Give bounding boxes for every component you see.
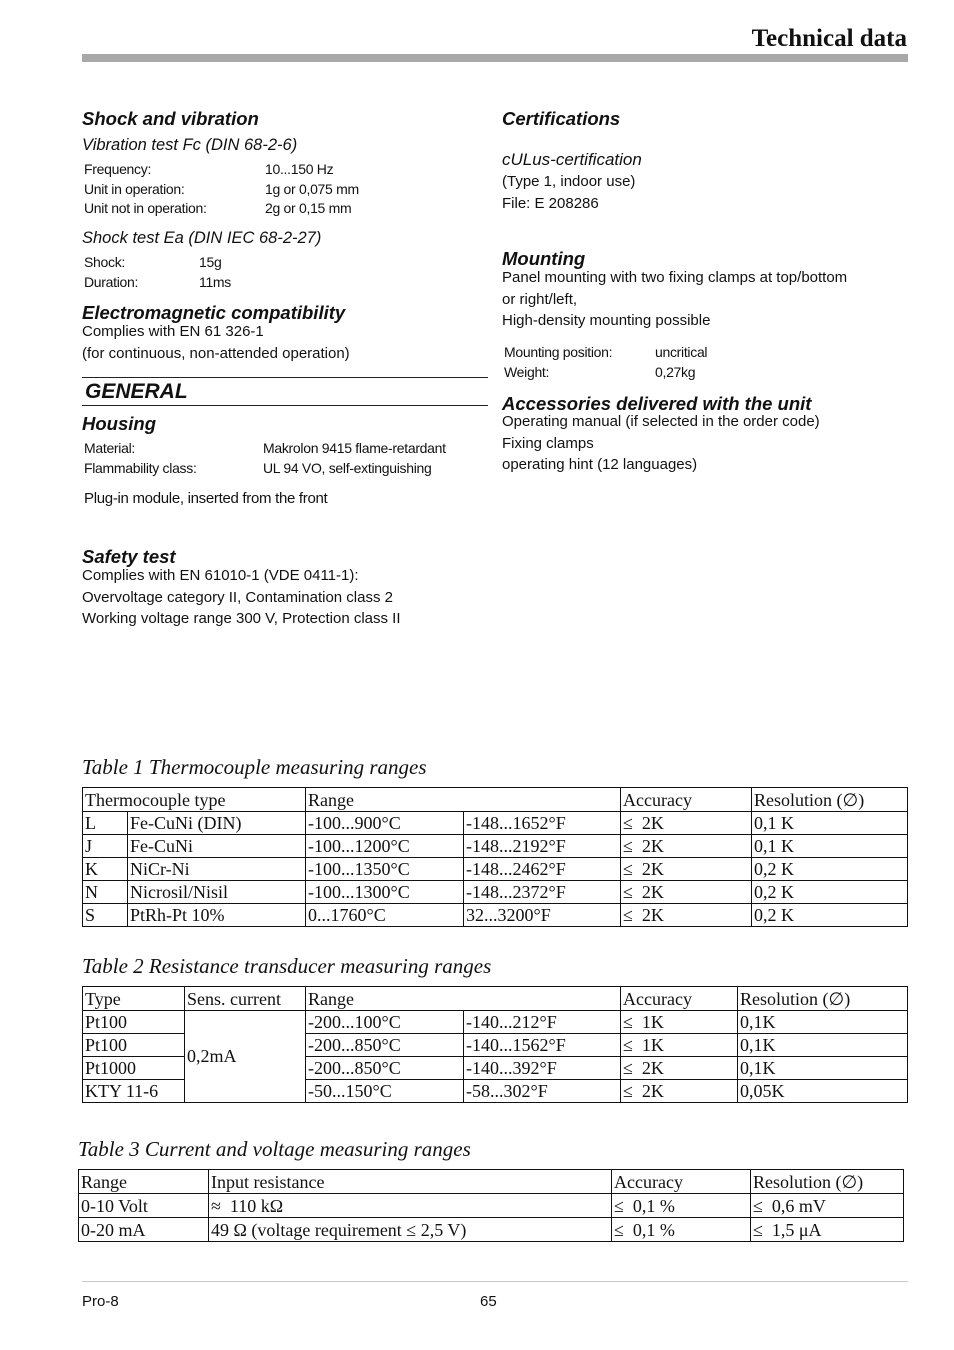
spec-label: Weight: — [504, 364, 550, 380]
table-cell: 0,2 K — [752, 881, 908, 904]
table-row — [79, 1194, 904, 1218]
table-cell: ≤ 1,5 μA — [751, 1218, 904, 1242]
shock-test-title: Shock test Ea (DIN IEC 68-2-27) — [82, 229, 322, 247]
table-cell: Pt1000 — [83, 1057, 185, 1080]
table-cell: -200...850°C — [306, 1057, 464, 1080]
table-cell: 0,1 K — [752, 835, 908, 858]
table-cell: 0,1K — [738, 1034, 908, 1057]
spec-row — [84, 253, 231, 273]
housing-specs — [84, 439, 446, 478]
table-cell: ≤ 2K — [621, 904, 752, 927]
table-cell: 32...3200°F — [464, 904, 621, 927]
emc-text — [82, 321, 350, 364]
column-header: Range — [306, 788, 621, 812]
table-cell: 0,1K — [738, 1011, 908, 1034]
sens-current-cell: 0,2mA — [185, 1011, 306, 1103]
text-line: operating hint (12 languages) — [502, 456, 698, 473]
text-line: File: E 208286 — [502, 195, 599, 212]
table-row — [79, 1218, 904, 1242]
spec-label: Frequency: — [84, 161, 152, 177]
table-cell: 0-10 Volt — [79, 1194, 209, 1218]
column-header: Resolution (∅) — [751, 1170, 904, 1194]
table-cell: ≤ 2K — [621, 835, 752, 858]
text-line: Complies with EN 61 326-1 — [82, 323, 264, 340]
spec-row — [84, 439, 446, 459]
column-header: Accuracy — [621, 788, 752, 812]
vibration-test-specs — [84, 160, 359, 219]
culus-subheading: cULus-certification — [502, 150, 642, 169]
column-header: Range — [306, 987, 621, 1011]
table-cell: -100...1300°C — [306, 881, 464, 904]
column-header: Type — [83, 987, 185, 1011]
table-cell: 0,1 K — [752, 812, 908, 835]
table1-caption: Table 1 Thermocouple measuring ranges — [82, 755, 427, 779]
spec-label: Flammability class: — [84, 459, 197, 476]
footer-rule — [82, 1281, 908, 1282]
spec-row — [504, 342, 707, 362]
table-header-row — [79, 1170, 904, 1194]
spec-value: 11ms — [199, 273, 231, 290]
safety-test-heading: Safety test — [82, 546, 176, 567]
column-header: Accuracy — [621, 987, 738, 1011]
shock-vibration-heading: Shock and vibration — [82, 108, 259, 129]
spec-value: 10...150 Hz — [265, 161, 334, 177]
spec-label: Unit not in operation: — [84, 200, 207, 216]
emc-heading: Electromagnetic compatibility — [82, 302, 346, 323]
table-cell: ≤ 2K — [621, 812, 752, 835]
vibration-test-title: Vibration test Fc (DIN 68-2-6) — [82, 136, 298, 154]
table-cell: K — [83, 858, 128, 881]
table-row — [83, 812, 908, 835]
table-cell: 0,2 K — [752, 904, 908, 927]
table-cell: -100...900°C — [306, 812, 464, 835]
table-cell: L — [83, 812, 128, 835]
text-line: (Type 1, indoor use) — [502, 173, 636, 190]
table-cell: S — [83, 904, 128, 927]
header-rule — [82, 54, 908, 62]
table-cell: ≤ 0,6 mV — [751, 1194, 904, 1218]
housing-heading: Housing — [82, 413, 156, 434]
housing-note: Plug-in module, inserted from the front — [84, 490, 328, 507]
table-cell: KTY 11-6 — [83, 1080, 185, 1103]
general-heading: GENERAL — [85, 380, 188, 403]
table-row — [83, 904, 908, 927]
table-cell: -148...2192°F — [464, 835, 621, 858]
table-row — [83, 881, 908, 904]
certifications-heading: Certifications — [502, 108, 621, 129]
spec-value: Makrolon 9415 flame-retardant — [263, 440, 446, 456]
spec-value: uncritical — [655, 344, 708, 360]
text-line: Panel mounting with two fixing clamps at top/bottom — [502, 269, 848, 286]
table-cell: 49 Ω (voltage requirement ≤ 2,5 V) — [209, 1218, 612, 1242]
spec-label: Duration: — [84, 273, 139, 290]
spec-value: UL 94 VO, self-extinguishing — [263, 459, 432, 476]
text-line: Complies with EN 61010-1 (VDE 0411-1): — [82, 567, 359, 584]
table-cell: -58...302°F — [464, 1080, 621, 1103]
text-line: High-density mounting possible — [502, 312, 711, 329]
spec-label: Shock: — [84, 254, 125, 270]
shock-test-specs — [84, 253, 231, 292]
safety-test-text — [82, 565, 401, 630]
table-cell: NiCr-Ni — [128, 858, 306, 881]
text-line: (for continuous, non-attended operation) — [82, 344, 350, 362]
table-header-row — [83, 987, 908, 1011]
table-row — [83, 858, 908, 881]
table-cell: Pt100 — [83, 1011, 185, 1034]
section-rule-bottom — [82, 405, 488, 406]
table-cell: Pt100 — [83, 1034, 185, 1057]
table-row — [83, 835, 908, 858]
mounting-specs — [504, 342, 707, 382]
column-header: Resolution (∅) — [752, 788, 908, 812]
table-cell: -140...212°F — [464, 1011, 621, 1034]
table-cell: -148...2372°F — [464, 881, 621, 904]
column-header: Range — [79, 1170, 209, 1194]
table-cell: -50...150°C — [306, 1080, 464, 1103]
spec-label: Unit in operation: — [84, 180, 185, 197]
spec-row — [84, 160, 359, 180]
text-line: Operating manual (if selected in the order code) — [502, 413, 820, 430]
table-cell: 0,1K — [738, 1057, 908, 1080]
table-cell: J — [83, 835, 128, 858]
accessories-text — [502, 411, 820, 476]
current-voltage-table — [78, 1169, 904, 1242]
table-cell: -200...100°C — [306, 1011, 464, 1034]
page-section-title: Technical data — [751, 25, 907, 52]
column-header: Sens. current — [185, 987, 306, 1011]
column-header: Input resistance — [209, 1170, 612, 1194]
spec-value: 15g — [199, 254, 222, 270]
table-cell: ≤ 2K — [621, 1080, 738, 1103]
table-cell: 0-20 mA — [79, 1218, 209, 1242]
certifications-text — [502, 171, 635, 215]
resistance-transducer-table — [82, 986, 908, 1103]
table-cell: Fe-CuNi (DIN) — [128, 812, 306, 835]
table-cell: -100...1350°C — [306, 858, 464, 881]
text-line: Fixing clamps — [502, 434, 594, 452]
table-cell: ≤ 2K — [621, 858, 752, 881]
section-rule-top — [82, 377, 488, 378]
spec-label: Mounting position: — [504, 344, 613, 360]
table-cell: ≤ 0,1 % — [612, 1194, 751, 1218]
table-cell: ≤ 2K — [621, 881, 752, 904]
text-line: or right/left, — [502, 290, 578, 308]
table-cell: 0,2 K — [752, 858, 908, 881]
table-cell: ≤ 2K — [621, 1057, 738, 1080]
spec-row — [84, 459, 446, 479]
text-line: Overvoltage category II, Contamination class 2 — [82, 588, 393, 606]
table-cell: ≤ 0,1 % — [612, 1218, 751, 1242]
table-cell: Fe-CuNi — [128, 835, 306, 858]
spec-value: 2g or 0,15 mm — [265, 200, 352, 216]
table-cell: N — [83, 881, 128, 904]
text-line: Working voltage range 300 V, Protection class II — [82, 610, 401, 627]
table-cell: ≤ 1K — [621, 1011, 738, 1034]
table2-caption: Table 2 Resistance transducer measuring ranges — [82, 954, 492, 978]
table3-caption: Table 3 Current and voltage measuring ranges — [78, 1137, 471, 1161]
spec-row — [84, 180, 359, 200]
thermocouple-table — [82, 787, 908, 927]
spec-value: 1g or 0,075 mm — [265, 180, 359, 197]
table-cell: PtRh-Pt 10% — [128, 904, 306, 927]
table-cell: ≈ 110 kΩ — [209, 1194, 612, 1218]
mounting-text — [502, 267, 847, 332]
spec-row — [84, 273, 231, 293]
table-cell: ≤ 1K — [621, 1034, 738, 1057]
spec-value: 0,27kg — [655, 364, 696, 380]
table-cell: -148...1652°F — [464, 812, 621, 835]
spec-label: Material: — [84, 440, 135, 456]
table-cell: Nicrosil/Nisil — [128, 881, 306, 904]
column-header: Accuracy — [612, 1170, 751, 1194]
table-cell: -140...392°F — [464, 1057, 621, 1080]
page-number: 65 — [480, 1293, 497, 1310]
table-header-row — [83, 788, 908, 812]
table-cell: 0,05K — [738, 1080, 908, 1103]
footer-product-name: Pro-8 — [82, 1293, 119, 1310]
spec-row — [504, 362, 707, 382]
spec-row — [84, 199, 359, 219]
table-row — [83, 1011, 908, 1034]
table-cell: 0...1760°C — [306, 904, 464, 927]
table-cell: -100...1200°C — [306, 835, 464, 858]
table-cell: -200...850°C — [306, 1034, 464, 1057]
mounting-heading: Mounting — [502, 248, 586, 269]
column-header: Resolution (∅) — [738, 987, 908, 1011]
table-cell: -148...2462°F — [464, 858, 621, 881]
column-header: Thermocouple type — [83, 788, 306, 812]
accessories-heading: Accessories delivered with the unit — [502, 393, 812, 414]
table-cell: -140...1562°F — [464, 1034, 621, 1057]
